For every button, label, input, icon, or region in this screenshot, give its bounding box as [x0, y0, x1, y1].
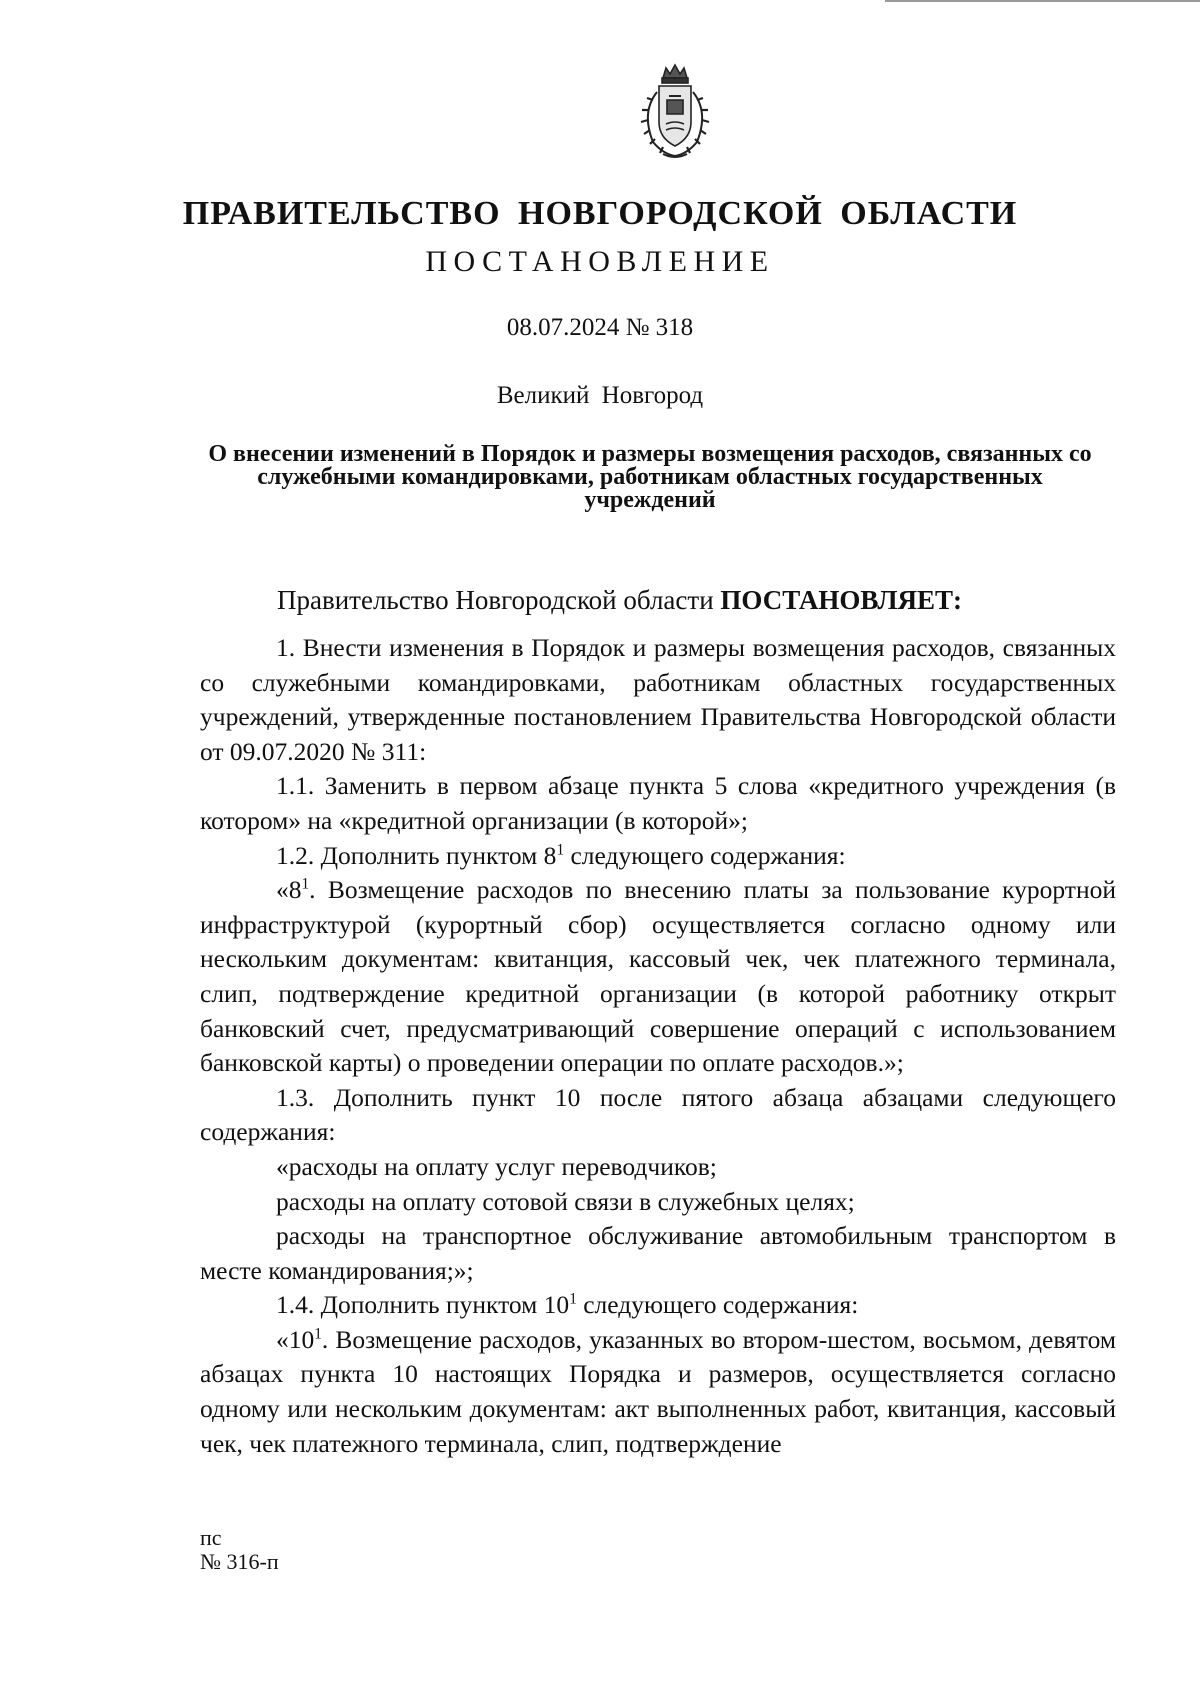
paragraph-1-4-superscript: 1 — [569, 1290, 577, 1308]
document-heading: О внесении изменений в Порядок и размеры возмещения расходов, связанных со служебными командировками, работникам областных государственных учреждений — [208, 441, 1092, 513]
quoted-item-3: расходы на транспортное обслуживание автомобильным транспортом в месте командирования;»; — [200, 1221, 1116, 1285]
clause-10-1 — [200, 1323, 1116, 1461]
clause-8-1 — [200, 873, 1116, 1081]
footer-line-2: № 316-п — [200, 1549, 279, 1574]
paragraph-1-4-tail: следующего содержания: — [576, 1290, 859, 1320]
footer-reference — [200, 1526, 279, 1574]
preamble-keyword: ПОСТАНОВЛЯЕТ: — [720, 585, 962, 615]
clause-10-1-superscript: 1 — [314, 1325, 322, 1343]
footer-line-1: пс — [200, 1525, 222, 1550]
clause-8-1-superscript: 1 — [301, 875, 310, 893]
clause-10-1-number: «10 — [276, 1324, 315, 1354]
preamble — [277, 585, 962, 616]
document-body — [200, 631, 1116, 1461]
clause-8-1-text: . Возмещение расходов по внесению платы за пользование курортной инфраструктурой (курортный сбор) осуществляется согласно одному или нескольким документам: квитанция, кассовый чек, чек платежного терминала, слип, подтверждение кредитной организации (в которой работнику открыт банковский счет, предусматривающий совершение операций с использованием банковской карты) о проведении операции по оплате расходов.»; — [200, 875, 1116, 1078]
quoted-item-1: «расходы на оплату услуг переводчиков; — [276, 1151, 717, 1181]
paragraph-1-4-text: 1.4. Дополнить пунктом 10 — [276, 1290, 570, 1320]
scan-edge-line — [885, 0, 1200, 2]
document-place: Великий Новгород — [496, 382, 704, 409]
clause-8-1-number: «8 — [276, 875, 302, 905]
paragraph-1-2-text: 1.2. Дополнить пунктом 8 — [276, 840, 557, 870]
paragraph-1-4 — [200, 1288, 1116, 1323]
document-type: ПОСТАНОВЛЕНИЕ — [425, 245, 775, 278]
paragraph-1-1: 1.1. Заменить в первом абзаце пункта 5 слова «кредитного учреждения (в котором» на «кредитной организации (в которой»; — [200, 771, 1116, 835]
paragraph-1: 1. Внести изменения в Порядок и размеры возмещения расходов, связанных со служебными командировками, работникам областных государственных учреждений, утвержденные постановлением Правительства Новгородской области от 09.07.2020 № 311: — [200, 633, 1116, 766]
document-date-number: 08.07.2024 № 318 — [506, 314, 694, 341]
paragraph-1-2 — [200, 839, 1116, 874]
paragraph-1-2-tail: следующего содержания: — [564, 840, 846, 870]
quoted-item-2: расходы на оплату сотовой связи в служебных целях; — [276, 1186, 855, 1216]
coat-of-arms-icon — [633, 62, 717, 162]
organization-title: ПРАВИТЕЛЬСТВО НОВГОРОДСКОЙ ОБЛАСТИ — [182, 195, 1018, 232]
clause-10-1-text: . Возмещение расходов, указанных во втором-шестом, восьмом, девятом абзацах пункта 10 настоящих Порядка и размеров, осуществляется согласно одному или нескольким документам: акт выполненных работ, квитанция, кассовый чек, чек платежного терминала, слип, подтверждение — [200, 1324, 1116, 1458]
paragraph-1-2-superscript: 1 — [556, 841, 565, 859]
paragraph-1-3: 1.3. Дополнить пункт 10 после пятого абзаца абзацами следующего содержания: — [200, 1082, 1116, 1147]
preamble-text: Правительство Новгородской области — [277, 585, 721, 615]
